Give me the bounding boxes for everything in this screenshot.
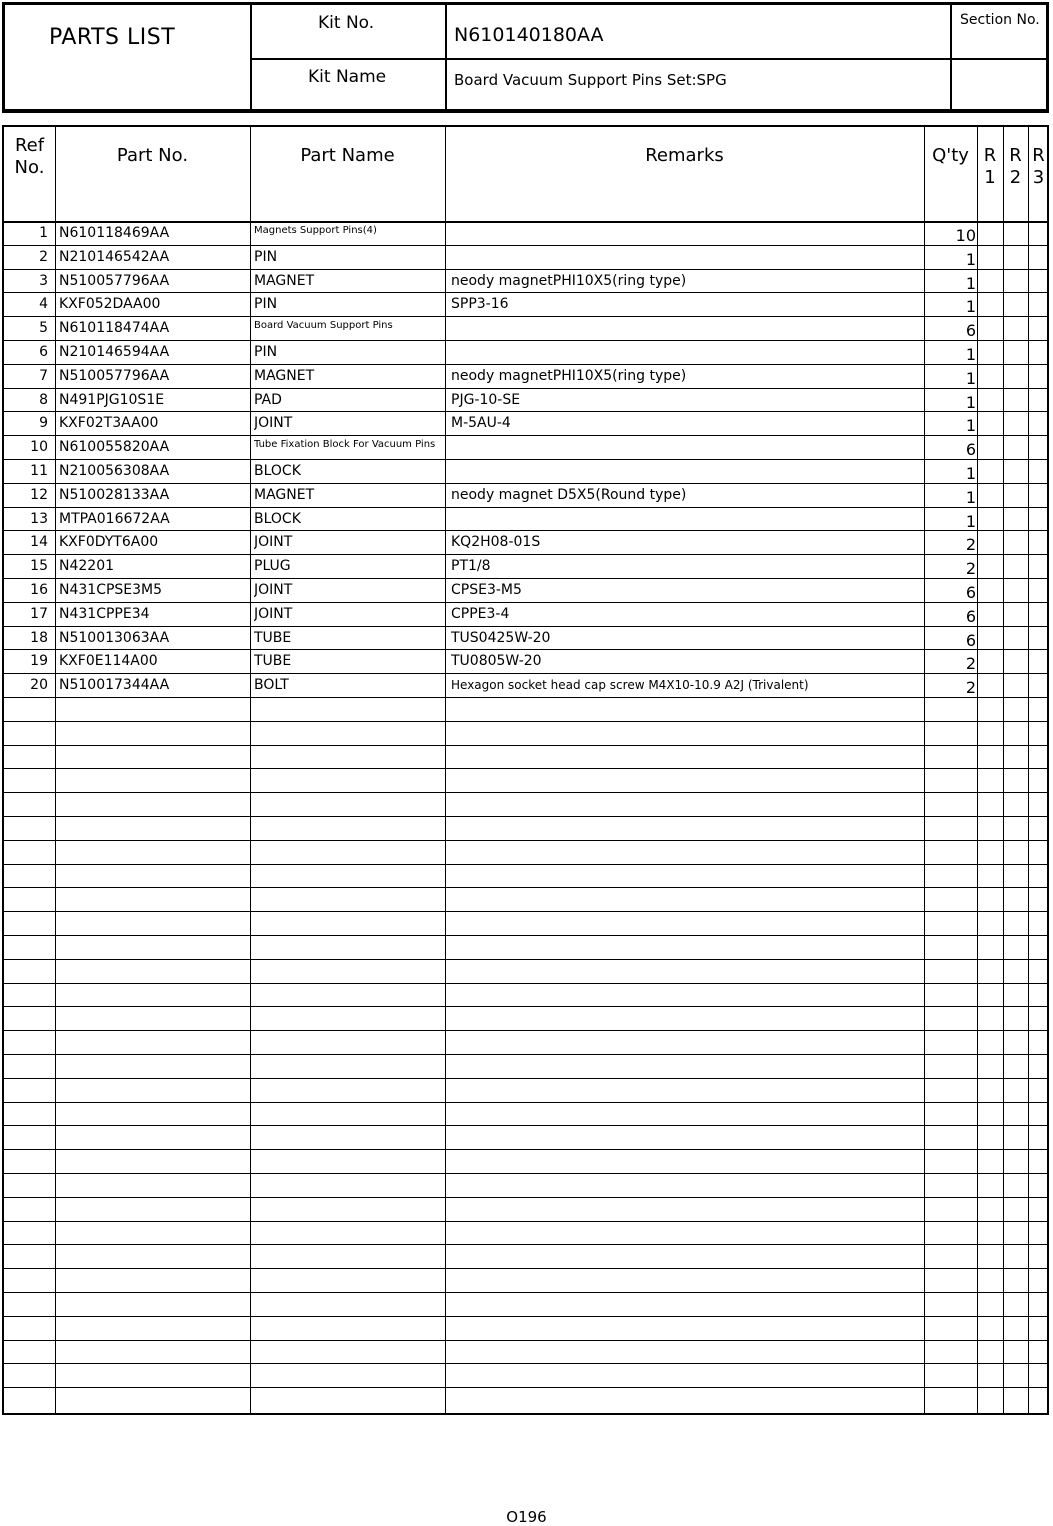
table-row (4, 1316, 1047, 1341)
part-no-cell: N491PJG10S1E (59, 391, 165, 408)
kit-no-value: N610140180AA (454, 24, 604, 46)
qty-cell: 1 (965, 464, 976, 483)
table-row (4, 1244, 1047, 1269)
table-row (4, 959, 1047, 984)
table-row (4, 864, 1047, 889)
part-name-cell: PIN (254, 344, 278, 360)
kit-name-label: Kit Name (308, 67, 387, 87)
part-name-cell: Tube Fixation Block For Vacuum Pins (254, 439, 436, 451)
part-no-cell: N510017344AA (59, 677, 170, 694)
part-no-cell: KXF052DAA00 (59, 296, 161, 313)
part-name-cell: TUBE (254, 629, 292, 646)
page-code: O196 (506, 1508, 547, 1526)
remarks-cell (451, 316, 926, 340)
table-row (4, 1078, 1047, 1103)
qty-cell: 6 (965, 630, 976, 650)
table-row (4, 1173, 1047, 1198)
part-name-cell: PIN (254, 296, 278, 313)
part-no-cell: N510057796AA (59, 367, 170, 384)
header-divider (950, 5, 952, 109)
header-r2-digit: 2 (1009, 167, 1022, 188)
ref-no-cell: 15 (30, 558, 48, 575)
table-row (4, 840, 1047, 865)
header-remarks: Remarks (645, 145, 724, 166)
remarks-cell (451, 221, 926, 245)
part-no-cell: N510057796AA (59, 272, 170, 289)
ref-no-cell: 1 (39, 225, 48, 241)
part-no-cell: N42201 (59, 558, 115, 575)
part-name-cell: BLOCK (254, 463, 301, 479)
table-row (4, 388, 1047, 413)
remarks-cell (451, 459, 926, 483)
table-row (4, 792, 1047, 817)
table-row (4, 411, 1047, 436)
ref-no-cell: 4 (39, 296, 48, 313)
table-row (4, 1149, 1047, 1174)
part-name-cell: PIN (254, 248, 278, 265)
table-row (4, 554, 1047, 579)
table-row (4, 1340, 1047, 1365)
table-row (4, 530, 1047, 555)
table-row (4, 1125, 1047, 1150)
part-name-cell: JOINT (254, 534, 293, 551)
table-row (4, 340, 1047, 365)
part-no-cell: N210056308AA (59, 463, 170, 479)
qty-cell: 2 (965, 654, 976, 674)
part-name-cell: BLOCK (254, 510, 301, 527)
part-name-cell: Magnets Support Pins(4) (254, 225, 377, 236)
ref-no-cell: 9 (39, 415, 48, 432)
remarks-cell: CPPE3-4 (451, 605, 510, 622)
part-name-cell: MAGNET (254, 272, 315, 289)
header-part-no: Part No. (116, 145, 189, 166)
header-r1-letter: R (983, 145, 997, 166)
table-row (4, 1268, 1047, 1293)
table-row (4, 983, 1047, 1008)
table-row (4, 483, 1047, 508)
ref-no-cell: 7 (39, 367, 48, 384)
header-r1-digit: 1 (984, 167, 996, 188)
qty-cell: 1 (965, 273, 976, 293)
part-name-cell: JOINT (254, 605, 293, 622)
qty-cell: 2 (965, 678, 976, 698)
qty-cell: 1 (965, 487, 976, 507)
qty-cell: 10 (955, 226, 976, 245)
ref-no-cell: 11 (30, 463, 48, 479)
remarks-cell (451, 507, 926, 531)
part-name-cell: BOLT (254, 677, 289, 694)
qty-cell: 1 (965, 297, 976, 317)
part-no-cell: N431CPSE3M5 (59, 582, 163, 598)
remarks-cell (451, 245, 926, 269)
remarks-cell: TUS0425W-20 (451, 629, 551, 646)
header-r3 (1028, 145, 1049, 189)
table-row (4, 768, 1047, 793)
remarks-cell: neody magnetPHI10X5(ring type) (451, 367, 687, 384)
table-row (4, 435, 1047, 460)
part-name-cell: JOINT (254, 415, 293, 432)
remarks-cell (451, 435, 926, 459)
header-divider (250, 5, 252, 109)
table-row (4, 269, 1047, 294)
header-ref-line1: Ref (14, 135, 45, 156)
qty-cell: 2 (965, 535, 976, 555)
header-qty: Q'ty (932, 145, 969, 166)
table-row (4, 221, 1047, 246)
remarks-cell: M-5AU-4 (451, 415, 511, 432)
table-row (4, 673, 1047, 698)
table-row (4, 1054, 1047, 1079)
kit-name-value: Board Vacuum Support Pins Set:SPG (454, 71, 727, 89)
table-row (4, 935, 1047, 960)
ref-no-cell: 8 (39, 391, 48, 408)
remarks-cell: neody magnetPHI10X5(ring type) (451, 272, 687, 289)
kit-no-label: Kit No. (318, 13, 375, 33)
remarks-cell: neody magnet D5X5(Round type) (451, 486, 687, 503)
ref-no-cell: 16 (30, 582, 48, 598)
part-no-cell: N510028133AA (59, 486, 170, 503)
header-ref-no (4, 135, 55, 179)
remarks-cell: SPP3-16 (451, 296, 509, 313)
qty-cell: 6 (965, 440, 976, 460)
table-row (4, 1197, 1047, 1222)
table-header (4, 127, 1047, 223)
remarks-cell: Hexagon socket head cap screw M4X10-10.9 A2J (Trivalent) (451, 678, 809, 693)
header-r1 (977, 145, 1003, 189)
table-row (4, 1363, 1047, 1388)
remarks-cell: PT1/8 (451, 558, 491, 575)
ref-no-cell: 5 (39, 320, 48, 337)
remarks-cell: KQ2H08-01S (451, 534, 541, 551)
part-name-cell: PLUG (254, 558, 291, 575)
table-row (4, 649, 1047, 674)
ref-no-cell: 3 (39, 272, 48, 289)
remarks-cell (451, 340, 926, 364)
part-no-cell: N510013063AA (59, 629, 170, 646)
part-no-cell: N210146542AA (59, 248, 170, 265)
header-divider (445, 5, 447, 109)
table-row (4, 721, 1047, 746)
table-row (4, 1292, 1047, 1317)
ref-no-cell: 2 (39, 248, 48, 265)
section-no-label: Section No. (960, 12, 1040, 28)
ref-no-cell: 14 (30, 534, 48, 551)
part-no-cell: KXF0DYT6A00 (59, 534, 159, 551)
table-row (4, 507, 1047, 532)
remarks-cell: TU0805W-20 (451, 653, 542, 670)
parts-table (2, 125, 1049, 1415)
table-row (4, 316, 1047, 341)
table-row (4, 578, 1047, 603)
part-no-cell: N610055820AA (59, 439, 170, 456)
part-no-cell: N210146594AA (59, 344, 170, 360)
table-row (4, 697, 1047, 722)
remarks-cell: CPSE3-M5 (451, 582, 522, 598)
ref-no-cell: 20 (30, 677, 48, 694)
ref-no-cell: 6 (39, 344, 48, 360)
table-row (4, 1221, 1047, 1246)
part-name-cell: MAGNET (254, 486, 315, 503)
qty-cell: 1 (965, 368, 976, 388)
part-name-cell: TUBE (254, 653, 292, 670)
header-block (2, 2, 1049, 113)
part-no-cell: N610118469AA (59, 225, 170, 241)
qty-cell: 6 (965, 606, 976, 626)
table-row (4, 1030, 1047, 1055)
part-name-cell: JOINT (254, 582, 293, 598)
part-name-cell: PAD (254, 391, 282, 408)
part-no-cell: KXF0E114A00 (59, 653, 158, 670)
header-r2-letter: R (1009, 145, 1022, 166)
part-no-cell: N431CPPE34 (59, 605, 150, 622)
part-no-cell: KXF02T3AA00 (59, 415, 159, 432)
qty-cell: 2 (965, 559, 976, 579)
table-row (4, 1006, 1047, 1031)
qty-cell: 1 (965, 416, 976, 436)
qty-cell: 1 (965, 392, 976, 412)
table-row (4, 245, 1047, 270)
table-row (4, 911, 1047, 936)
header-part-name: Part Name (300, 145, 395, 166)
table-row (4, 1102, 1047, 1127)
table-row (4, 626, 1047, 651)
table-row (4, 816, 1047, 841)
header-divider (250, 58, 1046, 60)
table-row (4, 459, 1047, 484)
part-name-cell: MAGNET (254, 367, 315, 384)
document-title: PARTS LIST (49, 25, 176, 50)
remarks-cell: PJG-10-SE (451, 391, 521, 408)
part-no-cell: N610118474AA (59, 320, 170, 337)
part-no-cell: MTPA016672AA (59, 510, 170, 527)
table-row (4, 887, 1047, 912)
header-ref-line2: No. (14, 157, 45, 178)
table-row (4, 745, 1047, 770)
header-r3-digit: 3 (1032, 167, 1045, 188)
qty-cell: 6 (965, 583, 976, 602)
ref-no-cell: 18 (30, 629, 48, 646)
table-row (4, 292, 1047, 317)
table-row (4, 602, 1047, 627)
ref-no-cell: 12 (30, 486, 48, 503)
header-r2 (1003, 145, 1028, 189)
ref-no-cell: 13 (30, 510, 48, 527)
qty-cell: 6 (965, 321, 976, 341)
table-row (4, 364, 1047, 389)
ref-no-cell: 17 (30, 605, 48, 622)
ref-no-cell: 10 (30, 439, 48, 456)
part-name-cell: Board Vacuum Support Pins (254, 320, 393, 332)
qty-cell: 1 (965, 249, 976, 269)
qty-cell: 1 (965, 511, 976, 531)
ref-no-cell: 19 (30, 653, 48, 670)
qty-cell: 1 (965, 345, 976, 364)
header-r3-letter: R (1032, 145, 1045, 166)
